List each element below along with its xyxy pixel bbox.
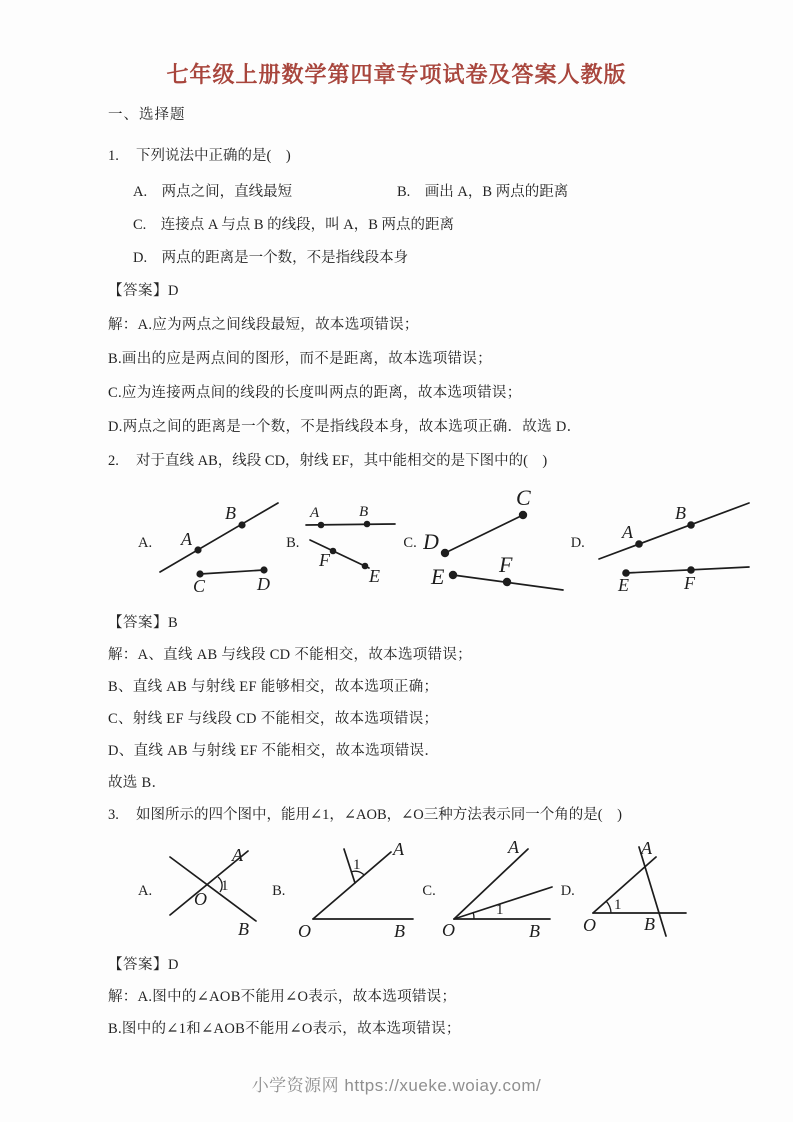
point-label: A — [181, 529, 193, 549]
point-label: C — [193, 576, 206, 596]
q2-diagram-d-line-ab-ray-ef — [591, 493, 753, 593]
q3-diagram-label-d: D. — [560, 882, 575, 899]
point-label: A — [393, 841, 405, 859]
question-3 — [108, 805, 733, 826]
q2-answer: 【答案】B — [108, 615, 179, 631]
footer-link[interactable]: 小学资源网 https://xueke.woiay.com/ — [251, 1076, 542, 1095]
point-label: B — [528, 921, 540, 941]
question-2-stem: 对于直线 AB，线段 CD，射线 EF，其中能相交的是下图中的( ) — [136, 453, 548, 469]
point-label: E — [430, 564, 445, 589]
q1-explanation-line: 解：A.应为两点之间线段最短，故本选项错误； — [108, 317, 419, 333]
q1-explanation-line: C.应为连接两点间的线段的长度叫两点的距离，故本选项错误； — [108, 385, 522, 401]
angle-label: 1 — [353, 857, 361, 873]
q1-option-a: A. 两点之间，直线最短 — [133, 184, 293, 200]
q1-option-d: D. 两点的距离是一个数，不是指线段本身 — [133, 250, 409, 266]
point-label: A — [507, 841, 519, 857]
question-1 — [108, 146, 733, 167]
point-label: F — [498, 552, 513, 577]
point-label: O — [582, 915, 596, 935]
question-3-number: 3. — [108, 807, 119, 823]
point-label: F — [319, 550, 331, 570]
point-label: B — [225, 503, 237, 523]
point-label: A — [310, 505, 320, 521]
q3-explanation-line: B.图中的∠1和∠AOB不能用∠O表示，故本选项错误； — [108, 1021, 461, 1037]
q2-explanation-line: C、射线 EF 与线段 CD 不能相交，故本选项错误； — [108, 711, 439, 727]
q3-diagram-c-three-rays — [442, 841, 555, 941]
point-label: D — [257, 574, 271, 594]
point-label: A — [232, 845, 244, 865]
angle-label: 1 — [495, 902, 504, 918]
question-2-number: 2. — [108, 453, 119, 469]
q3-diagram-b-angle-with-sub-angle — [291, 841, 416, 941]
point-label: O — [194, 889, 208, 909]
q1-explanation-line: D.两点之间的距离是一个数，不是指线段本身，故本选项正确．故选 D． — [108, 419, 582, 435]
question-2 — [108, 451, 733, 472]
q2-diagram-label-c: C. — [403, 534, 417, 551]
point-label: B — [238, 919, 250, 937]
worksheet-content — [108, 105, 733, 1040]
point-label: F — [683, 573, 695, 593]
question-1-options-row — [133, 182, 733, 203]
q3-diagram-label-b: B. — [272, 882, 286, 899]
q1-explanation-line: B.画出的应是两点间的图形，而不是距离，故本选项错误； — [108, 351, 492, 367]
q3-diagram-label-a: A. — [138, 882, 153, 899]
point-label: B — [674, 503, 686, 523]
point-label: B — [394, 921, 406, 941]
q2-answer-block — [108, 613, 733, 794]
q1-answer: 【答案】D — [108, 283, 179, 299]
point-label: A — [640, 841, 652, 858]
q2-explanation-line: 故选 B． — [108, 775, 167, 791]
angle-label: 1 — [613, 897, 622, 913]
q1-option-b: B. 画出 A，B 两点的距离 — [397, 184, 569, 200]
q1-option-c: C. 连接点 A 与点 B 的线段，叫 A，B 两点的距离 — [133, 217, 455, 233]
q2-explanation-line: 解：A、直线 AB 与线段 CD 不能相交，故本选项错误； — [108, 647, 472, 663]
point-label: A — [621, 522, 633, 542]
point-label: B — [643, 914, 655, 934]
q2-explanation-line: D、直线 AB 与射线 EF 不能相交，故本选项错误． — [108, 743, 440, 759]
q2-diagrams — [138, 487, 733, 599]
q2-diagram-b-line-ab-ray-fe — [305, 500, 397, 586]
page-title: 七年级上册数学第四章专项试卷及答案人教版 — [166, 62, 627, 87]
q2-diagram-a-line-ab-segment-cd — [158, 490, 280, 596]
section-heading: 一、选择题 — [108, 107, 186, 123]
q3-diagram-a-crossing-lines — [158, 845, 266, 937]
question-1-number: 1. — [108, 148, 119, 164]
question-3-stem: 如图所示的四个图中，能用∠1，∠AOB，∠O三种方法表示同一个角的是( ) — [136, 807, 622, 823]
point-label: D — [422, 529, 439, 554]
q3-explanation-line: 解：A.图中的∠AOB不能用∠O表示，故本选项错误； — [108, 989, 457, 1005]
q2-diagram-label-b: B. — [286, 534, 300, 551]
site-footer — [0, 1071, 793, 1096]
q2-diagram-c-segment-dc-ray-ef — [423, 487, 565, 599]
q3-diagrams — [138, 841, 733, 941]
point-label: C — [515, 487, 531, 510]
q3-diagram-label-c: C. — [422, 882, 436, 899]
angle-label: 1 — [221, 878, 229, 894]
q3-diagram-d-angle-with-transversal — [581, 841, 691, 941]
point-label: O — [441, 920, 455, 940]
point-label: O — [298, 921, 312, 941]
q2-diagram-label-a: A. — [138, 534, 153, 551]
q2-explanation-line: B、直线 AB 与射线 EF 能够相交，故本选项正确； — [108, 679, 439, 695]
q3-answer: 【答案】D — [108, 957, 179, 973]
question-1-stem: 下列说法中正确的是( ) — [136, 148, 291, 164]
q2-diagram-label-d: D. — [570, 534, 585, 551]
point-label: E — [369, 566, 381, 586]
point-label: E — [617, 575, 629, 593]
point-label: B — [359, 504, 369, 520]
q3-answer-block — [108, 955, 733, 1040]
